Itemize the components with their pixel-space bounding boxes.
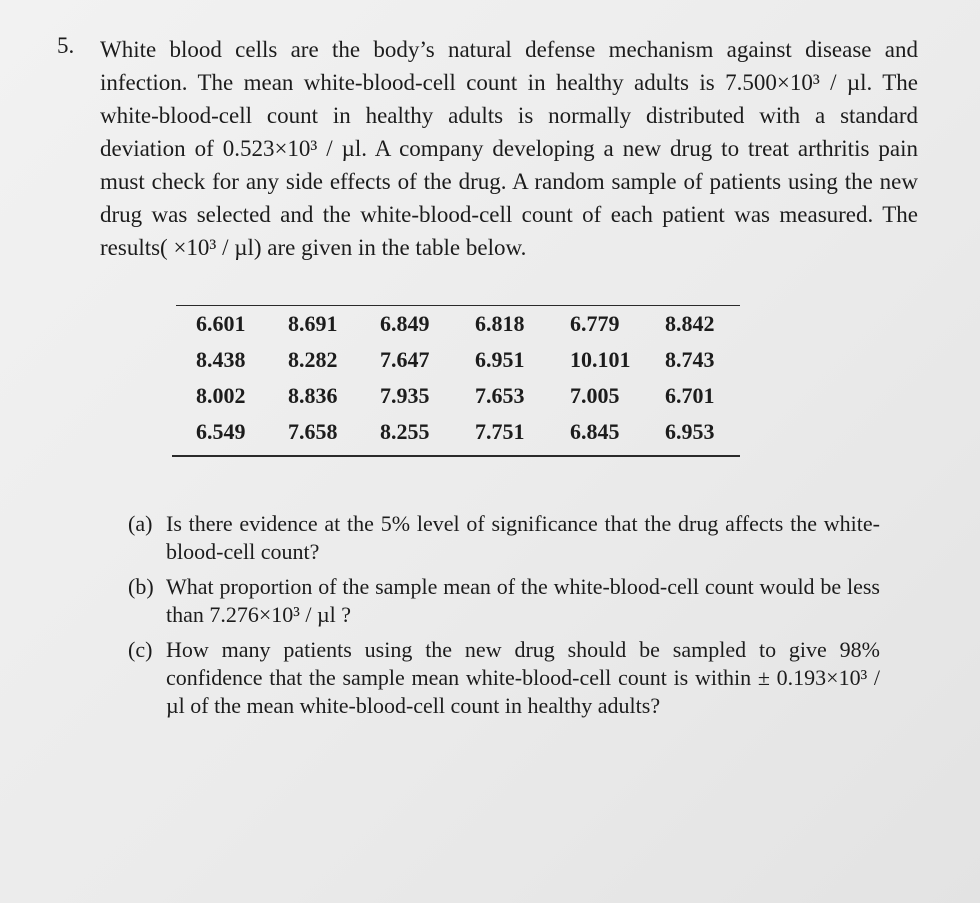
table-cell: 8.836 [288, 383, 338, 408]
table-cell: 8.743 [665, 347, 715, 372]
table-row [174, 414, 740, 450]
table-cell: 8.691 [288, 311, 338, 336]
table-cell: 6.549 [196, 419, 246, 444]
table-cell: 8.842 [665, 311, 715, 336]
question-stem: White blood cells are the body’s natural defense mechanism against disease and infection. The mean white-blood-cell count in healthy adults is 7.500×10³ / µl. The white-blood-cell count in healthy adults is normally distributed with a standard deviation of 0.523×10³ / µl. A company developing a new drug to treat arthritis pain must check for any side effects of the drug. A random sample of patients using the new drug was selected and the white-blood-cell count of each patient was measured. The results( ×10³ / µl) are given in the table below. [100, 37, 918, 260]
table-cell: 8.438 [196, 347, 246, 372]
results-table [174, 306, 740, 450]
part-label: (a) [128, 511, 153, 536]
table-cell: 6.845 [570, 419, 620, 444]
sub-question-b [128, 573, 880, 629]
table-row [174, 342, 740, 378]
table-row [174, 378, 740, 414]
sub-question-c [128, 636, 880, 720]
table-cell: 7.005 [570, 383, 620, 408]
sub-questions [128, 510, 880, 727]
part-text: How many patients using the new drug should be sampled to give 98% confidence that the sample mean white-blood-cell count is within ± 0.193×10³ / µl of the mean white-blood-cell count in healthy adults? [166, 637, 880, 718]
table-cell: 7.935 [380, 383, 430, 408]
part-text: Is there evidence at the 5% level of significance that the drug affects the white-blood-cell count? [166, 511, 880, 564]
table-cell: 8.255 [380, 419, 430, 444]
table-cell: 6.779 [570, 311, 620, 336]
table-cell: 6.951 [475, 347, 525, 372]
sub-question-a [128, 510, 880, 566]
question-number: 5. [57, 33, 75, 58]
table-cell: 6.818 [475, 311, 525, 336]
table-cell: 7.647 [380, 347, 430, 372]
part-label: (c) [128, 637, 153, 662]
table-cell: 8.282 [288, 347, 338, 372]
table-cell: 6.953 [665, 419, 715, 444]
table-cell: 7.658 [288, 419, 338, 444]
table-cell: 7.751 [475, 419, 525, 444]
table-cell: 6.701 [665, 383, 715, 408]
table-bottom-rule [172, 455, 740, 457]
table-cell: 6.849 [380, 311, 430, 336]
table-row [174, 306, 740, 342]
part-text: What proportion of the sample mean of the white-blood-cell count would be less than 7.276×10³ / µl ? [166, 574, 880, 627]
table-cell: 6.601 [196, 311, 246, 336]
table-cell: 10.101 [570, 347, 631, 372]
part-label: (b) [128, 574, 154, 599]
table-cell: 7.653 [475, 383, 525, 408]
table-cell: 8.002 [196, 383, 246, 408]
